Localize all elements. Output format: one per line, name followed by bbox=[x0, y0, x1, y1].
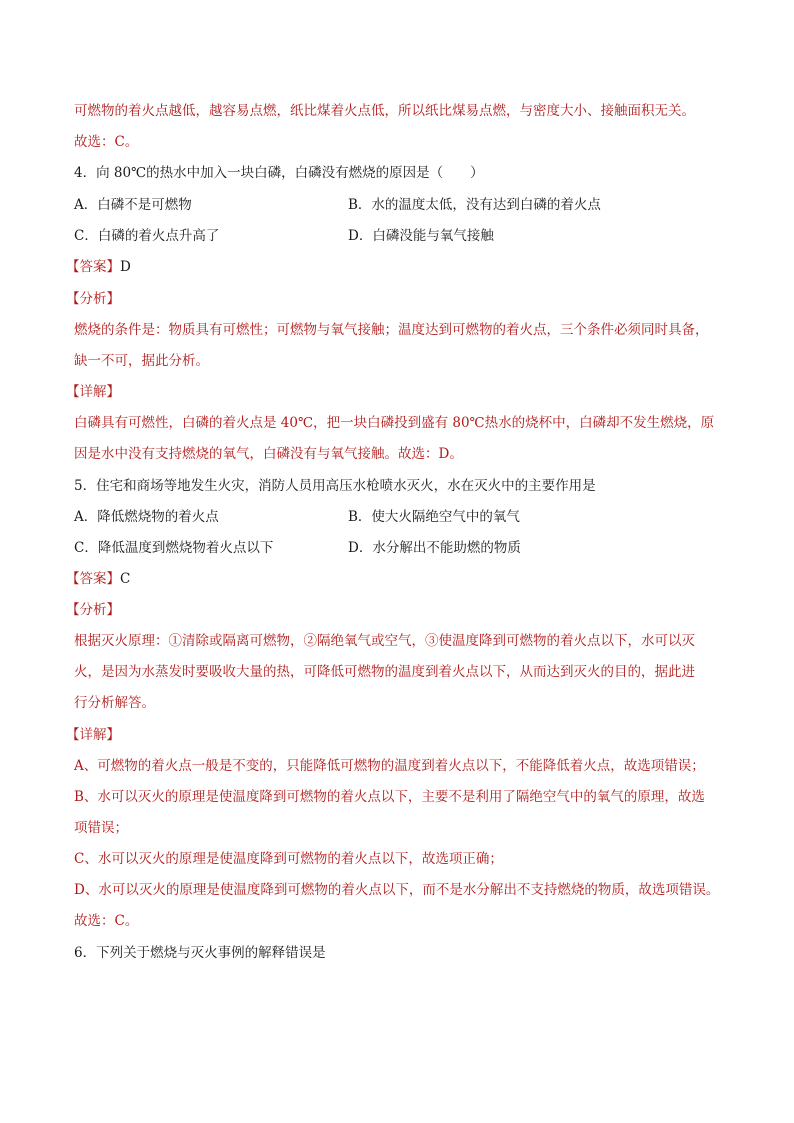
q4-detail-line-2: 因是水中没有支持燃烧的氧气，白磷没有与氧气接触。故选：D。 bbox=[74, 446, 463, 462]
q4-detail-tag: 【详解】 bbox=[66, 384, 120, 400]
q5-answer-tag: 【答案】C bbox=[66, 571, 131, 587]
q5-option-c: C．降低温度到燃烧物着火点以下 bbox=[74, 540, 274, 556]
q5-detail-line-2: B、水可以灭火的原理是使温度降到可燃物的着火点以下，主要不是利用了隔绝空气中的氧气的原理，故选 bbox=[74, 789, 705, 805]
q5-detail-tag: 【详解】 bbox=[66, 727, 120, 743]
q6-stem: 6．下列关于燃烧与灭火事例的解释错误是 bbox=[74, 945, 326, 961]
q3-answer-line: 故选：C。 bbox=[74, 134, 139, 150]
q4-detail-line-1: 白磷具有可燃性，白磷的着火点是 40℃，把一块白磷投到盛有 80℃热水的烧杯中，白磷却不发生燃烧，原 bbox=[74, 415, 715, 431]
q5-stem: 5．住宅和商场等地发生火灾，消防人员用高压水枪喷水灭火，水在灭火中的主要作用是 bbox=[74, 478, 596, 494]
q4-option-b: B．水的温度太低，没有达到白磷的着火点 bbox=[348, 197, 601, 213]
q4-analysis-line-2: 缺一不可，据此分析。 bbox=[74, 353, 209, 369]
q5-analysis-line-2: 火，是因为水蒸发时要吸收大量的热，可降低可燃物的温度到着火点以下，从而达到灭火的目的，据此进 bbox=[74, 664, 695, 680]
q5-detail-line-5: D、水可以灭火的原理是使温度降到可燃物的着火点以下，而不是水分解出不支持燃烧的物质，故选项错误。 bbox=[74, 882, 720, 898]
q5-detail-line-3: 项错误； bbox=[74, 820, 128, 836]
q5-detail-line-6: 故选：C。 bbox=[74, 913, 139, 929]
q3-explanation: 可燃物的着火点越低，越容易点燃，纸比煤着火点低，所以纸比煤易点燃，与密度大小、接触面积无关。 bbox=[74, 103, 695, 119]
q4-option-c: C．白磷的着火点升高了 bbox=[74, 228, 220, 244]
q5-option-d: D．水分解出不能助燃的物质 bbox=[348, 540, 521, 556]
q5-analysis-tag: 【分析】 bbox=[66, 602, 120, 618]
q5-analysis-line-1: 根据灭火原理：①清除或隔离可燃物，②隔绝氧气或空气，③使温度降到可燃物的着火点以下，水可以灭 bbox=[74, 633, 695, 649]
q4-option-d: D．白磷没能与氧气接触 bbox=[348, 228, 494, 244]
q5-detail-line-1: A、可燃物的着火点一般是不变的，只能降低可燃物的温度到着火点以下，不能降低着火点，故选项错误； bbox=[74, 758, 705, 774]
q4-stem: 4．向 80℃的热水中加入一块白磷，白磷没有燃烧的原因是（ ） bbox=[74, 165, 484, 181]
q4-option-a: A．白磷不是可燃物 bbox=[74, 197, 192, 213]
q4-answer-tag: 【答案】D bbox=[66, 259, 131, 275]
q4-analysis-line-1: 燃烧的条件是：物质具有可燃性；可燃物与氧气接触；温度达到可燃物的着火点，三个条件必须同时具备， bbox=[74, 322, 709, 338]
q5-analysis-line-3: 行分析解答。 bbox=[74, 695, 155, 711]
q4-analysis-tag: 【分析】 bbox=[66, 291, 120, 307]
q5-detail-line-4: C、水可以灭火的原理是使温度降到可燃物的着火点以下，故选项正确； bbox=[74, 851, 503, 867]
q5-option-a: A．降低燃烧物的着火点 bbox=[74, 509, 219, 525]
q5-option-b: B．使大火隔绝空气中的氧气 bbox=[348, 509, 520, 525]
